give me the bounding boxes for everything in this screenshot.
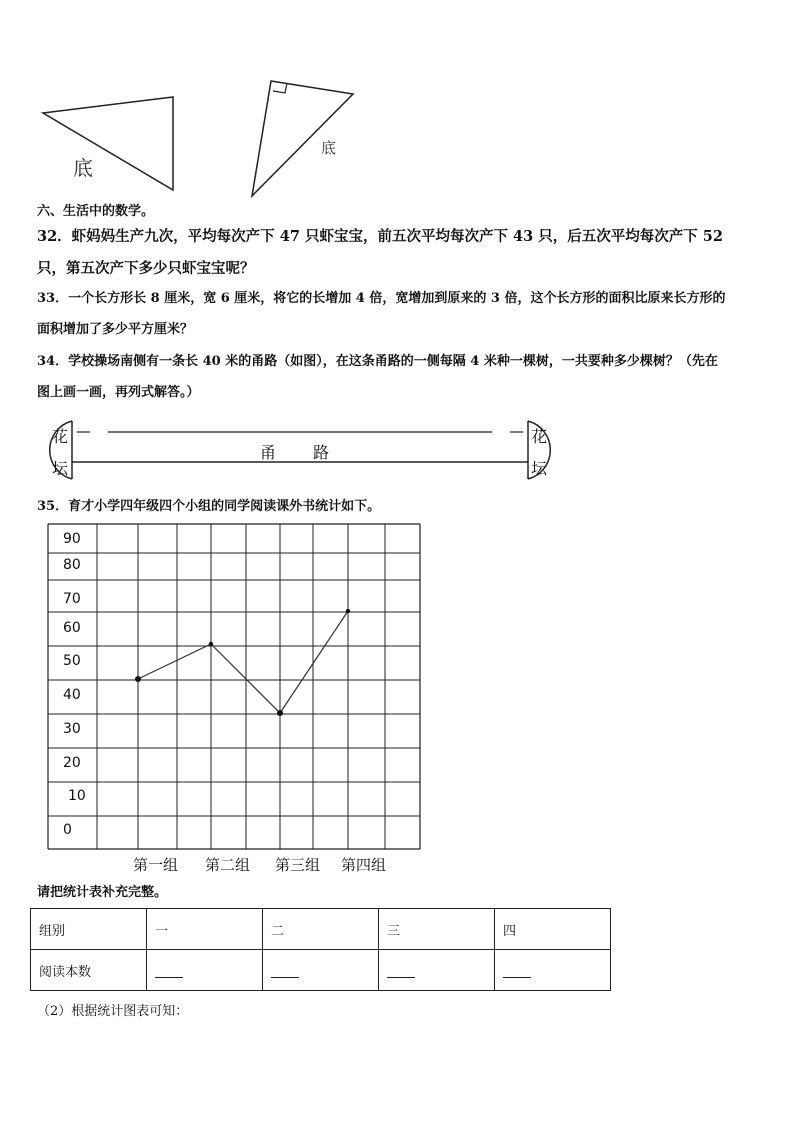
road-char-2: 路 bbox=[313, 443, 330, 462]
answer-blank-4[interactable] bbox=[495, 950, 611, 991]
question-32-line2: 只，第五次产下多少只虾宝宝呢？ bbox=[37, 260, 255, 277]
question-33-line1: 33．一个长方形长 8 厘米，宽 6 厘米，将它的长增加 4 倍，宽增加到原来的 3 倍，这个长方形的面积比原来长方形的 bbox=[37, 291, 726, 306]
right-bed-bottom-char: 坛 bbox=[531, 459, 548, 478]
series-line bbox=[138, 611, 348, 713]
y-tick-label: 40 bbox=[63, 687, 81, 703]
road-char-1: 甬 bbox=[260, 443, 277, 462]
table-row bbox=[31, 950, 611, 991]
section-title: 六、生活中的数学。 bbox=[37, 204, 155, 219]
y-tick-label: 80 bbox=[63, 557, 81, 573]
x-category-label: 第一组 bbox=[133, 856, 179, 874]
table-instruction: 请把统计表补充完整。 bbox=[37, 885, 168, 900]
table-header-label: 组别 bbox=[31, 909, 147, 950]
data-point-3 bbox=[277, 710, 283, 716]
y-tick-label: 90 bbox=[63, 531, 81, 547]
triangle-right-base-label: 底 bbox=[321, 139, 337, 157]
question-33-line2: 面积增加了多少平方厘米？ bbox=[37, 322, 194, 337]
x-category-label: 第二组 bbox=[205, 856, 251, 874]
table-row bbox=[31, 909, 611, 950]
table-row-label: 阅读本数 bbox=[31, 950, 147, 991]
x-category-label: 第三组 bbox=[275, 856, 321, 874]
answer-blank-2[interactable] bbox=[263, 950, 379, 991]
right-bed-top-char: 花 bbox=[531, 427, 548, 446]
triangle-left-base-label: 底 bbox=[73, 156, 93, 180]
y-tick-label: 70 bbox=[63, 591, 81, 607]
question-34-line2: 图上画一画，再列式解答。） bbox=[37, 385, 200, 400]
answer-blank-1[interactable] bbox=[147, 950, 263, 991]
data-point-2 bbox=[209, 642, 213, 646]
question-32-line1: 32．虾妈妈生产九次，平均每次产下 47 只虾宝宝，前五次平均每次产下 43 只，后五次平均每次产下 52 bbox=[37, 228, 723, 245]
group-header-1: 一 bbox=[147, 909, 263, 950]
question-35-line1: 35．育才小学四年级四个小组的同学阅读课外书统计如下。 bbox=[37, 499, 381, 514]
y-tick-label: 60 bbox=[63, 620, 81, 636]
answer-blank-3[interactable] bbox=[379, 950, 495, 991]
y-tick-label: 10 bbox=[68, 788, 86, 804]
data-point-4 bbox=[346, 609, 350, 613]
y-tick-label: 0 bbox=[63, 822, 72, 838]
part-2-prompt: （2）根据统计图表可知： bbox=[37, 1004, 189, 1019]
statistics-table bbox=[30, 908, 611, 991]
question-34-line1: 34．学校操场南侧有一条长 40 米的甬路（如图），在这条甬路的一侧每隔 4 米种一棵树，一共要种多少棵树？（先在 bbox=[37, 354, 718, 369]
group-header-4: 四 bbox=[495, 909, 611, 950]
group-header-3: 三 bbox=[379, 909, 495, 950]
left-bed-bottom-char: 坛 bbox=[52, 459, 69, 478]
data-point-1 bbox=[135, 676, 141, 682]
y-tick-label: 30 bbox=[63, 721, 81, 737]
left-bed-top-char: 花 bbox=[52, 427, 69, 446]
group-header-2: 二 bbox=[263, 909, 379, 950]
y-tick-label: 50 bbox=[63, 653, 81, 669]
y-tick-label: 20 bbox=[63, 755, 81, 771]
x-category-label: 第四组 bbox=[341, 856, 387, 874]
